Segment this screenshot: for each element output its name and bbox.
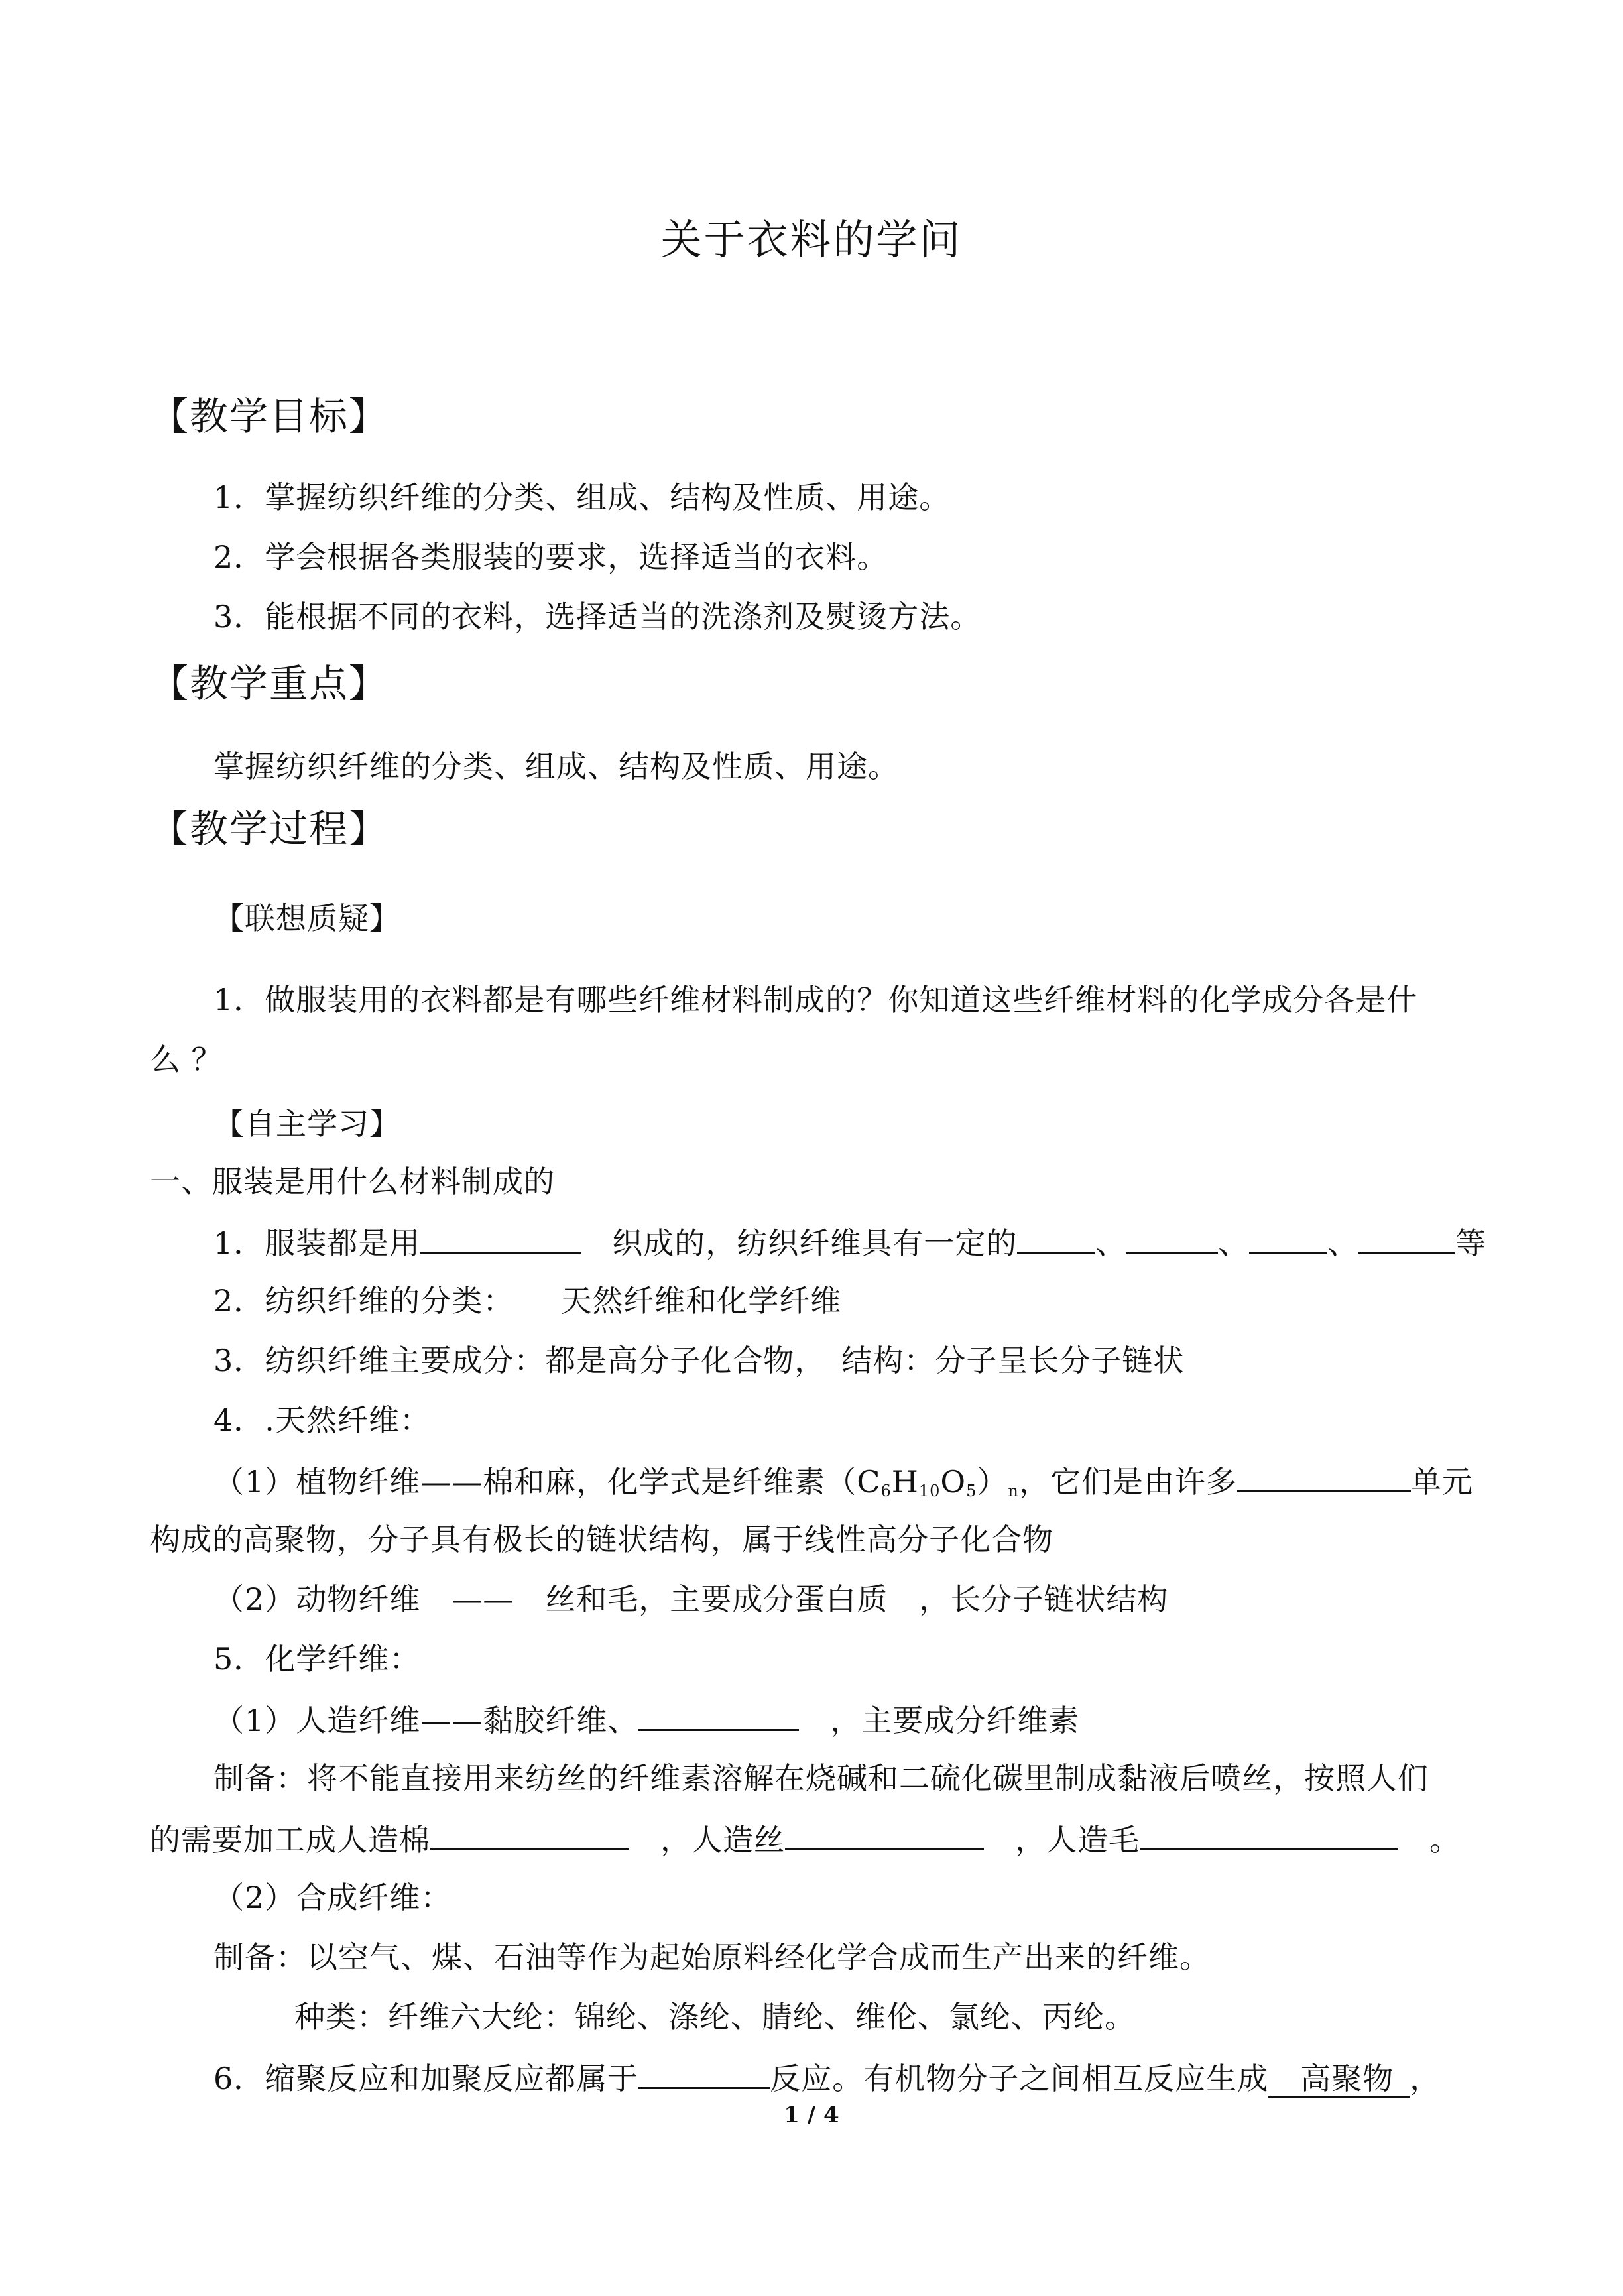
item-4: 4．.天然纤维： <box>213 1402 431 1438</box>
question-1-line-1: 1．做服装用的衣料都是有哪些纤维材料制成的？你知道这些纤维材料的化学成分各是什 <box>213 982 1418 1018</box>
item-6-text-b: 反应。有机物分子之间相互反应生成 <box>770 2061 1269 2096</box>
page-number: 1 / 4 <box>784 2102 839 2128</box>
separator: 、 <box>1095 1225 1127 1261</box>
fill-blank[interactable] <box>430 1818 629 1850</box>
question-1-line-2: 么 ？ <box>150 1042 223 1077</box>
separator: 、 <box>1327 1225 1359 1261</box>
document-title: 关于衣料的学问 <box>660 215 963 264</box>
objective-1: 1．掌握纺织纤维的分类、组成、结构及性质、用途。 <box>213 479 951 515</box>
subscript: 6 <box>880 1482 892 1500</box>
label-association: 【联想质疑】 <box>213 900 400 936</box>
prep-1-end: 。 <box>1429 1822 1461 1858</box>
prep-2: 制备：以空气、煤、石油等作为起始原料经化学合成而生产出来的纤维。 <box>213 1939 1211 1975</box>
fill-blank[interactable] <box>1249 1221 1327 1254</box>
formula-h: H <box>891 1464 919 1500</box>
item-5: 5．化学纤维： <box>213 1641 421 1677</box>
item-6 <box>213 2057 1441 2098</box>
item-2: 2．纺织纤维的分类： 天然纤维和化学纤维 <box>213 1283 842 1319</box>
fill-blank[interactable] <box>638 2057 770 2089</box>
prep-1-line-1: 制备：将不能直接用来纺丝的纤维素溶解在烧碱和二硫化碳里制成黏液后喷丝，按照人们 <box>213 1760 1429 1796</box>
fiber-kinds: 种类：纤维六大纶：锦纶、涤纶、腈纶、维伦、氯纶、丙纶。 <box>294 1999 1136 2035</box>
formula-text-a: （1）植物纤维——棉和麻，化学式是纤维素（C <box>213 1464 881 1500</box>
item-1-text-a: 1．服装都是用 <box>213 1225 421 1261</box>
fill-blank[interactable] <box>1358 1221 1455 1254</box>
item-5-2: （2）合成纤维： <box>213 1880 452 1915</box>
prep-1-line-2 <box>150 1818 1461 1860</box>
item-4-1-line-2: 构成的高聚物，分子具有极长的链状结构，属于线性高分子化合物 <box>150 1522 1053 1557</box>
item-6-text-a: 6．缩聚反应和加聚反应都属于 <box>213 2061 639 2096</box>
heading-process: 【教学过程】 <box>150 806 389 851</box>
item-5-1-text-b: ，主要成分纤维素 <box>830 1703 1080 1738</box>
fill-blank[interactable] <box>638 1699 799 1731</box>
subscript: 5 <box>966 1482 977 1500</box>
fill-blank[interactable] <box>1126 1221 1218 1254</box>
fill-blank[interactable] <box>1237 1460 1411 1492</box>
heading-key-points: 【教学重点】 <box>150 661 389 706</box>
formula-text-c: ，它们是由许多 <box>1018 1464 1237 1500</box>
subscript: 10 <box>918 1482 941 1500</box>
prep-1-text-c: ，人造毛 <box>1015 1822 1140 1858</box>
item-3: 3．纺织纤维主要成分：都是高分子化合物， 结构：分子呈长分子链状 <box>213 1343 1185 1378</box>
prep-1-text-a: 的需要加工成人造棉 <box>150 1822 430 1858</box>
item-1-end: 等 <box>1455 1225 1487 1261</box>
separator: 、 <box>1218 1225 1250 1261</box>
fill-blank[interactable] <box>420 1221 581 1254</box>
key-point-text: 掌握纺织纤维的分类、组成、结构及性质、用途。 <box>213 749 899 784</box>
subscript: n <box>1008 1482 1019 1500</box>
item-1 <box>213 1221 1486 1263</box>
fill-blank[interactable] <box>1140 1818 1398 1850</box>
objective-3: 3．能根据不同的衣料，选择适当的洗涤剂及熨烫方法。 <box>213 599 982 634</box>
formula-text-d: 单元 <box>1410 1464 1473 1500</box>
section-title: 一、服装是用什么材料制成的 <box>150 1164 555 1199</box>
objective-2: 2．学会根据各类服装的要求，选择适当的衣料。 <box>213 539 888 575</box>
item-5-1-text-a: （1）人造纤维——黏胶纤维、 <box>213 1703 639 1738</box>
item-4-1-line-1 <box>213 1460 1473 1511</box>
fill-blank[interactable] <box>785 1818 984 1850</box>
formula-o: O <box>940 1464 967 1500</box>
fill-blank[interactable] <box>1017 1221 1095 1254</box>
item-4-2: （2）动物纤维 —— 丝和毛，主要成分蛋白质 ，长分子链状结构 <box>213 1581 1169 1617</box>
item-6-end: ， <box>1410 2061 1441 2096</box>
item-1-text-b: 织成的，纺织纤维具有一定的 <box>612 1225 1018 1261</box>
prep-1-text-b: ，人造丝 <box>660 1822 785 1858</box>
label-self-study: 【自主学习】 <box>213 1106 400 1142</box>
formula-text-b: ） <box>977 1464 1008 1500</box>
filled-blank: 高聚物 <box>1268 2061 1410 2098</box>
heading-objectives: 【教学目标】 <box>150 394 389 439</box>
item-5-1 <box>213 1699 1079 1740</box>
